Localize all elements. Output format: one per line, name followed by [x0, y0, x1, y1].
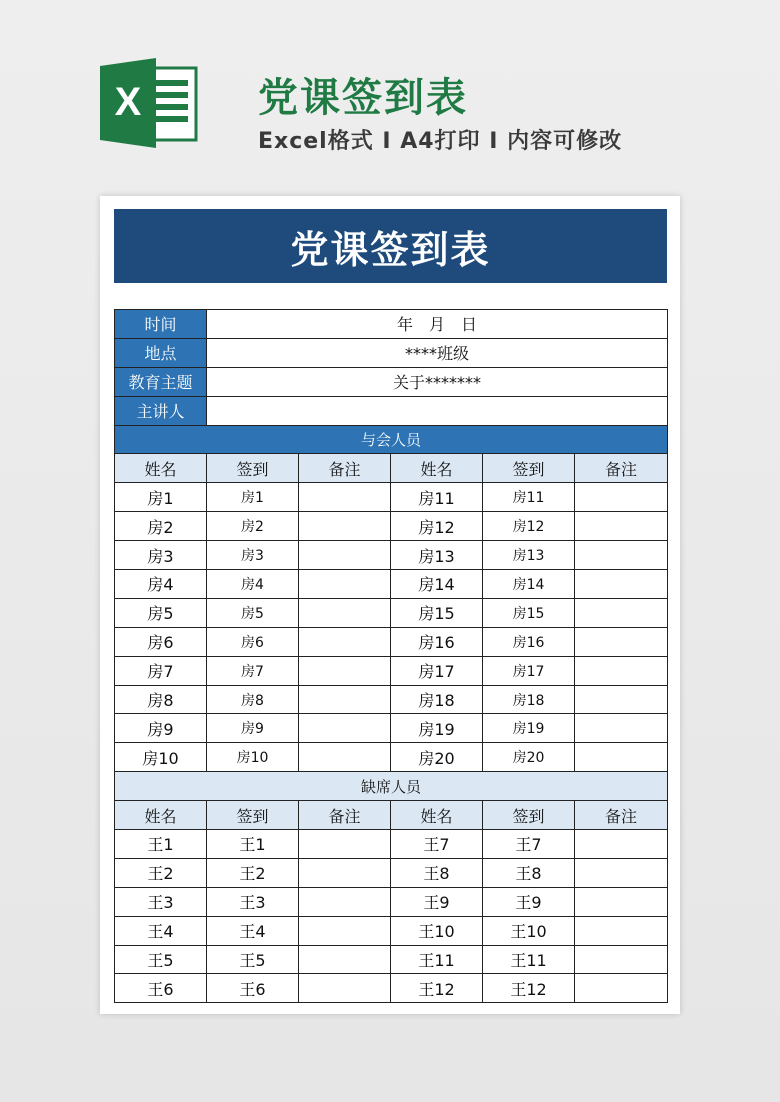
excel-icon [100, 58, 198, 148]
info-value[interactable]: 关于******* [207, 367, 668, 396]
table-row [115, 512, 668, 541]
sign-cell[interactable]: 王5 [207, 945, 299, 974]
name-cell[interactable]: 王8 [391, 858, 483, 887]
sign-cell[interactable]: 王8 [483, 858, 575, 887]
sign-cell[interactable]: 王11 [483, 945, 575, 974]
name-cell[interactable]: 房14 [391, 570, 483, 599]
column-header: 姓名 [391, 454, 483, 483]
sign-cell[interactable]: 王10 [483, 916, 575, 945]
sign-cell[interactable]: 房15 [483, 598, 575, 627]
column-header: 姓名 [391, 801, 483, 830]
table-row [115, 483, 668, 512]
sign-cell[interactable]: 房19 [483, 714, 575, 743]
column-header: 签到 [483, 801, 575, 830]
sign-cell[interactable]: 房6 [207, 627, 299, 656]
remark-cell[interactable] [299, 887, 391, 916]
info-value[interactable]: ****班级 [207, 338, 668, 367]
name-cell[interactable]: 王4 [115, 916, 207, 945]
sign-cell[interactable]: 房16 [483, 627, 575, 656]
remark-cell[interactable] [575, 627, 668, 656]
remark-cell[interactable] [575, 570, 668, 599]
column-header-row [115, 801, 668, 830]
name-cell[interactable]: 房7 [115, 656, 207, 685]
table-row [115, 945, 668, 974]
name-cell[interactable]: 房11 [391, 483, 483, 512]
remark-cell[interactable] [575, 483, 668, 512]
info-label: 地点 [115, 338, 207, 367]
sign-in-table [114, 309, 668, 1003]
table-row [115, 974, 668, 1003]
sign-cell[interactable]: 王3 [207, 887, 299, 916]
sign-cell[interactable]: 房8 [207, 685, 299, 714]
column-header: 备注 [575, 454, 668, 483]
remark-cell[interactable] [299, 512, 391, 541]
remark-cell[interactable] [299, 945, 391, 974]
name-cell[interactable]: 房12 [391, 512, 483, 541]
name-cell[interactable]: 王1 [115, 830, 207, 859]
remark-cell[interactable] [575, 598, 668, 627]
name-cell[interactable]: 房17 [391, 656, 483, 685]
name-cell[interactable]: 房6 [115, 627, 207, 656]
remark-cell[interactable] [575, 916, 668, 945]
remark-cell[interactable] [299, 714, 391, 743]
info-row [115, 367, 668, 396]
section-row [115, 772, 668, 801]
sign-cell[interactable]: 房4 [207, 570, 299, 599]
remark-cell[interactable] [575, 714, 668, 743]
remark-cell[interactable] [575, 743, 668, 772]
remark-cell[interactable] [575, 541, 668, 570]
table-row [115, 627, 668, 656]
remark-cell[interactable] [575, 858, 668, 887]
remark-cell[interactable] [299, 830, 391, 859]
sign-cell[interactable]: 房7 [207, 656, 299, 685]
column-header: 备注 [299, 454, 391, 483]
table-row [115, 743, 668, 772]
remark-cell[interactable] [299, 627, 391, 656]
page-title: 党课签到表 [258, 75, 468, 121]
remark-cell[interactable] [299, 858, 391, 887]
remark-cell[interactable] [299, 656, 391, 685]
info-value[interactable] [207, 396, 668, 425]
remark-cell[interactable] [299, 974, 391, 1003]
name-cell[interactable]: 王11 [391, 945, 483, 974]
table-row [115, 887, 668, 916]
name-cell[interactable]: 王5 [115, 945, 207, 974]
table-row [115, 570, 668, 599]
table-row [115, 714, 668, 743]
table-row [115, 598, 668, 627]
name-cell[interactable]: 王3 [115, 887, 207, 916]
sign-cell[interactable]: 房1 [207, 483, 299, 512]
remark-cell[interactable] [575, 512, 668, 541]
sign-cell[interactable]: 房20 [483, 743, 575, 772]
sign-cell[interactable]: 王12 [483, 974, 575, 1003]
sign-cell[interactable]: 房9 [207, 714, 299, 743]
sign-cell[interactable]: 房5 [207, 598, 299, 627]
sign-cell[interactable]: 王1 [207, 830, 299, 859]
remark-cell[interactable] [575, 830, 668, 859]
section-title: 与会人员 [115, 425, 668, 454]
sign-cell[interactable]: 王2 [207, 858, 299, 887]
sign-cell[interactable]: 房12 [483, 512, 575, 541]
column-header: 姓名 [115, 801, 207, 830]
name-cell[interactable]: 王6 [115, 974, 207, 1003]
table-row [115, 541, 668, 570]
name-cell[interactable]: 房5 [115, 598, 207, 627]
column-header: 姓名 [115, 454, 207, 483]
name-cell[interactable]: 房18 [391, 685, 483, 714]
name-cell[interactable]: 房1 [115, 483, 207, 512]
column-header: 签到 [207, 454, 299, 483]
remark-cell[interactable] [299, 685, 391, 714]
table-row [115, 685, 668, 714]
info-value[interactable]: 年 月 日 [207, 310, 668, 339]
sign-cell[interactable]: 房14 [483, 570, 575, 599]
column-header: 签到 [483, 454, 575, 483]
logo-letter: X [114, 80, 142, 124]
name-cell[interactable]: 王10 [391, 916, 483, 945]
sign-cell[interactable]: 王4 [207, 916, 299, 945]
sign-cell[interactable]: 房18 [483, 685, 575, 714]
name-cell[interactable]: 房3 [115, 541, 207, 570]
sign-cell[interactable]: 房3 [207, 541, 299, 570]
column-header: 签到 [207, 801, 299, 830]
remark-cell[interactable] [575, 887, 668, 916]
name-cell[interactable]: 房15 [391, 598, 483, 627]
sign-cell[interactable]: 房11 [483, 483, 575, 512]
remark-cell[interactable] [299, 598, 391, 627]
remark-cell[interactable] [575, 974, 668, 1003]
section-row [115, 425, 668, 454]
name-cell[interactable]: 房13 [391, 541, 483, 570]
remark-cell[interactable] [575, 656, 668, 685]
remark-cell[interactable] [299, 743, 391, 772]
sign-cell[interactable]: 房2 [207, 512, 299, 541]
name-cell[interactable]: 王9 [391, 887, 483, 916]
document-banner-title: 党课签到表 [114, 209, 667, 283]
remark-cell[interactable] [299, 916, 391, 945]
page-subtitle: Excel格式 I A4打印 I 内容可修改 [258, 129, 623, 154]
sign-cell[interactable]: 王7 [483, 830, 575, 859]
remark-cell[interactable] [299, 570, 391, 599]
sign-cell[interactable]: 王9 [483, 887, 575, 916]
name-cell[interactable]: 房9 [115, 714, 207, 743]
name-cell[interactable]: 房8 [115, 685, 207, 714]
name-cell[interactable]: 王7 [391, 830, 483, 859]
table-row [115, 830, 668, 859]
sign-cell[interactable]: 房17 [483, 656, 575, 685]
name-cell[interactable]: 房19 [391, 714, 483, 743]
sign-cell[interactable]: 王6 [207, 974, 299, 1003]
remark-cell[interactable] [299, 483, 391, 512]
section-title: 缺席人员 [115, 772, 668, 801]
table-row [115, 916, 668, 945]
name-cell[interactable]: 房16 [391, 627, 483, 656]
name-cell[interactable]: 房20 [391, 743, 483, 772]
name-cell[interactable]: 房2 [115, 512, 207, 541]
info-row [115, 338, 668, 367]
column-header: 备注 [575, 801, 668, 830]
info-row [115, 396, 668, 425]
column-header-row [115, 454, 668, 483]
remark-cell[interactable] [299, 541, 391, 570]
name-cell[interactable]: 房10 [115, 743, 207, 772]
remark-cell[interactable] [575, 945, 668, 974]
column-header: 备注 [299, 801, 391, 830]
table-row [115, 858, 668, 887]
sign-cell[interactable]: 房13 [483, 541, 575, 570]
name-cell[interactable]: 房4 [115, 570, 207, 599]
remark-cell[interactable] [575, 685, 668, 714]
table-row [115, 656, 668, 685]
sign-cell[interactable]: 房10 [207, 743, 299, 772]
info-label: 主讲人 [115, 396, 207, 425]
name-cell[interactable]: 王2 [115, 858, 207, 887]
info-label: 时间 [115, 310, 207, 339]
info-label: 教育主题 [115, 367, 207, 396]
info-row [115, 310, 668, 339]
name-cell[interactable]: 王12 [391, 974, 483, 1003]
